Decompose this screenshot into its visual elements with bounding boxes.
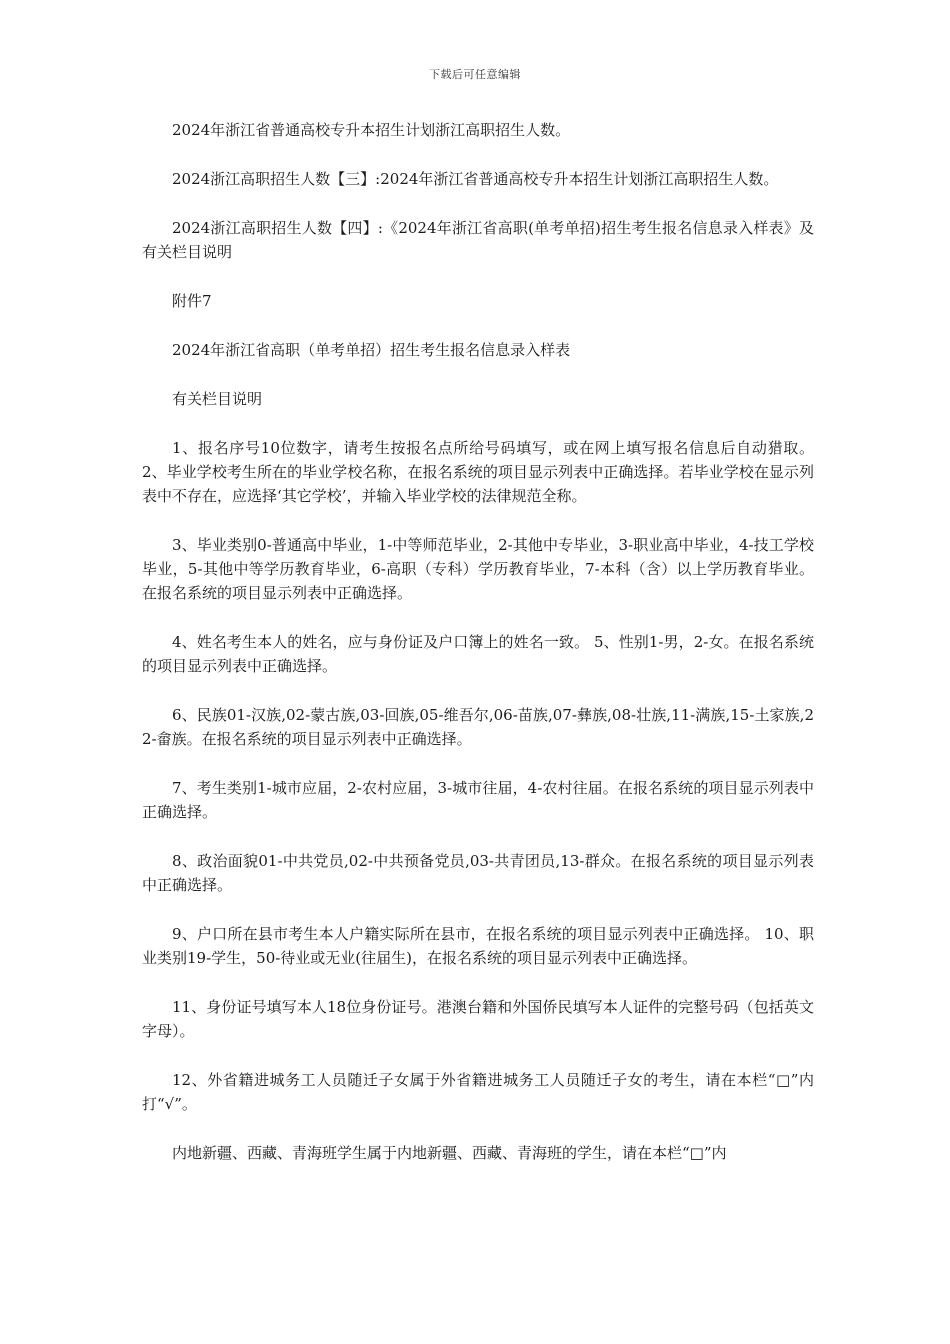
page-header: 下载后可任意编辑	[429, 68, 521, 81]
attachment-label: 附件7	[172, 292, 212, 310]
paragraph-section-four: 2024浙江高职招生人数【四】:《2024年浙江省高职(单考单招)招生考生报名信息录入样表》及有关栏目说明	[142, 219, 814, 261]
document-body	[142, 118, 814, 1190]
item-4-5: 4、姓名考生本人的姓名，应与身份证及户口簿上的姓名一致。 5、性别1-男，2-女。在报名系统的项目显示列表中正确选择。	[142, 633, 814, 675]
item-9-10: 9、户口所在县市考生本人户籍实际所在县市，在报名系统的项目显示列表中正确选择。 10、职业类别19-学生，50-待业或无业(往届生)，在报名系统的项目显示列表中正确选择。	[142, 925, 814, 967]
item-inland-class: 内地新疆、西藏、青海班学生属于内地新疆、西藏、青海班的学生，请在本栏“□”内	[172, 1144, 727, 1162]
form-title: 2024年浙江省高职（单考单招）招生考生报名信息录入样表	[172, 341, 571, 359]
item-6: 6、民族01-汉族,02-蒙古族,03-回族,05-维吾尔,06-苗族,07-彝族,08-壮族,11-满族,15-土家族,22-畲族。在报名系统的项目显示列表中正确选择。	[142, 706, 814, 748]
item-12: 12、外省籍进城务工人员随迁子女属于外省籍进城务工人员随迁子女的考生，请在本栏“□”内打“√”。	[142, 1071, 814, 1113]
item-3: 3、毕业类别0-普通高中毕业，1-中等师范毕业，2-其他中专毕业，3-职业高中毕业，4-技工学校毕业，5-其他中等学历教育毕业，6-高职（专科）学历教育毕业，7-本科（含）以上学历教育毕业。在报名系统的项目显示列表中正确选择。	[142, 536, 814, 602]
paragraph-section-three: 2024浙江高职招生人数【三】:2024年浙江省普通高校专升本招生计划浙江高职招生人数。	[172, 170, 779, 188]
item-8: 8、政治面貌01-中共党员,02-中共预备党员,03-共青团员,13-群众。在报名系统的项目显示列表中正确选择。	[142, 852, 814, 894]
item-11: 11、身份证号填写本人18位身份证号。港澳台籍和外国侨民填写本人证件的完整号码（包括英文字母）。	[142, 998, 814, 1040]
item-1-2: 1、报名序号10位数字，请考生按报名点所给号码填写，或在网上填写报名信息后自动猎取。 2、毕业学校考生所在的毕业学校名称，在报名系统的项目显示列表中正确选择。若毕业学校在显示列表中不存在，应选择‘其它学校’，并输入毕业学校的法律规范全称。	[142, 439, 814, 505]
paragraph-intro: 2024年浙江省普通高校专升本招生计划浙江高职招生人数。	[172, 121, 571, 139]
item-7: 7、考生类别1-城市应届，2-农村应届，3-城市往届，4-农村往届。在报名系统的项目显示列表中正确选择。	[142, 779, 814, 821]
section-heading: 有关栏目说明	[172, 390, 263, 408]
